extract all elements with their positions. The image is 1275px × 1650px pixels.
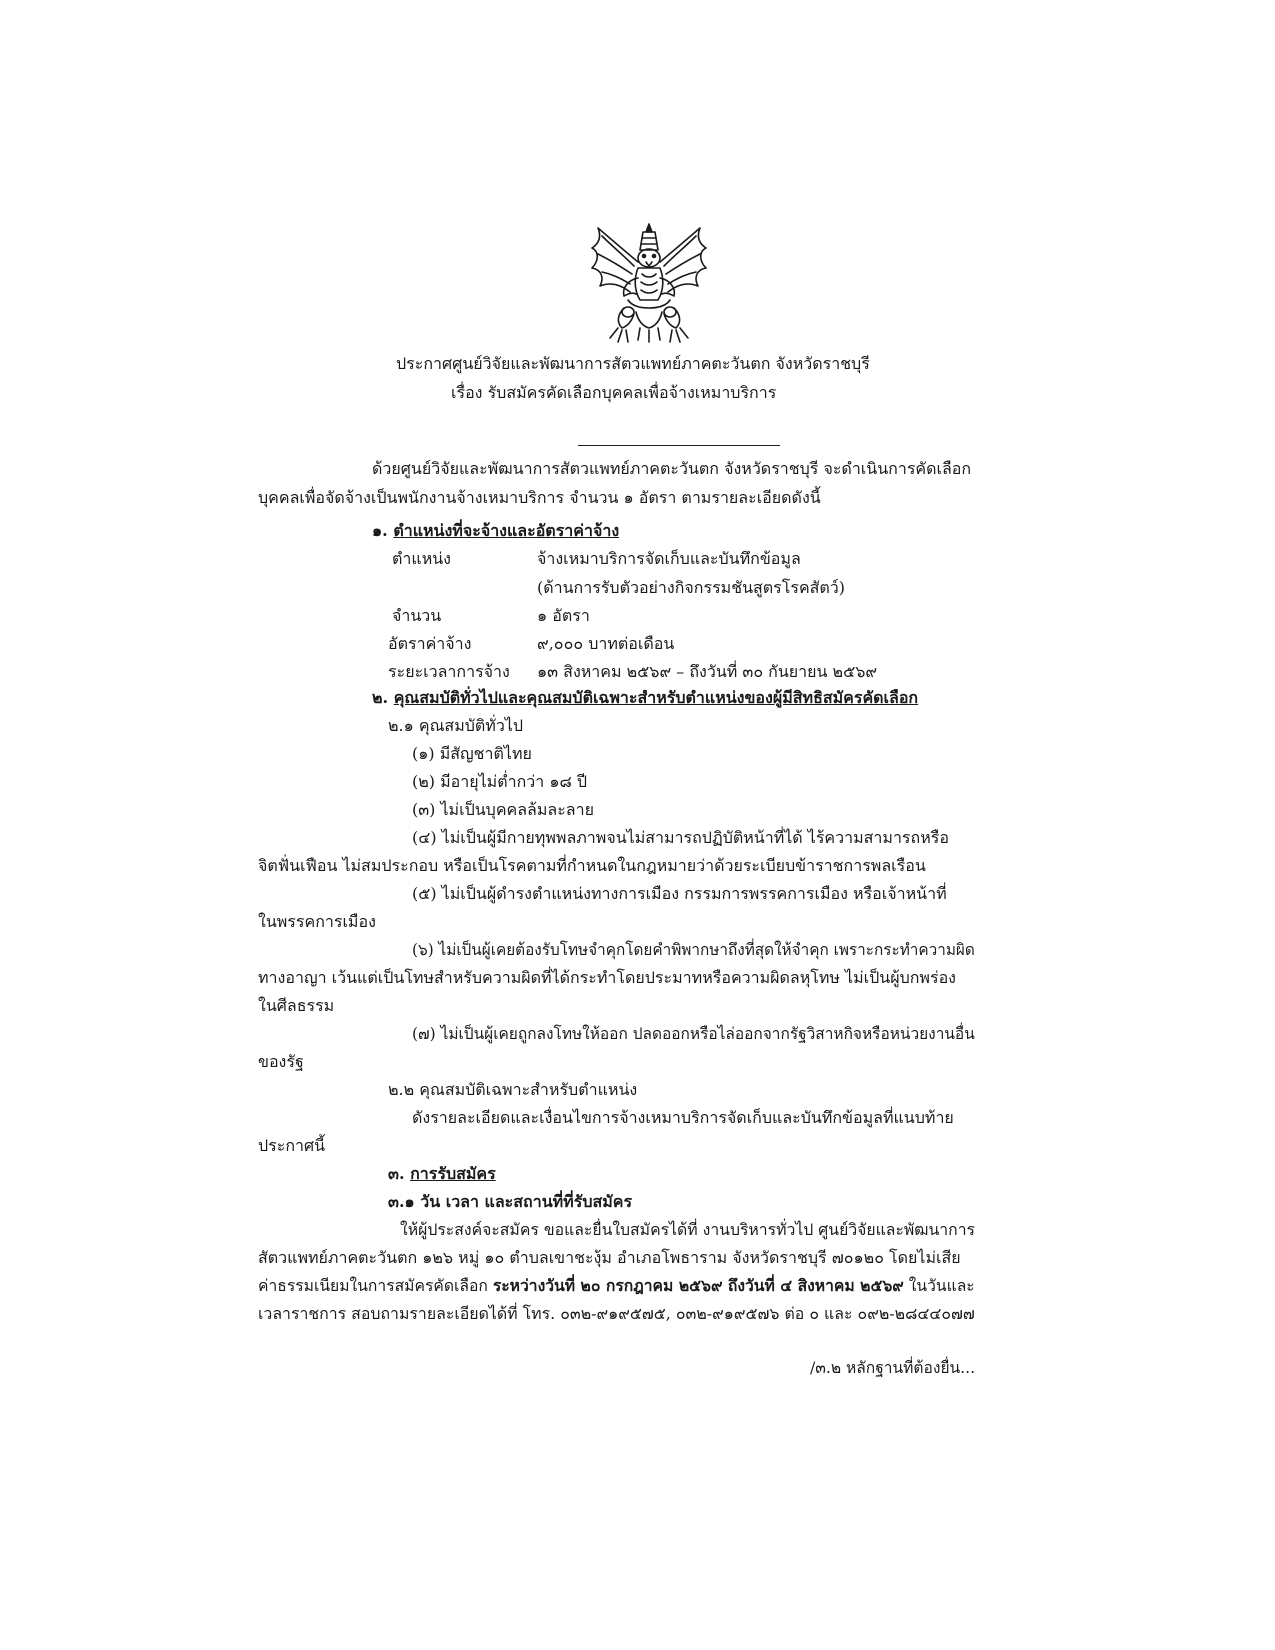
application-para-2: สัตวแพทย์ภาคตะวันตก ๑๒๖ หมู่ ๑๐ ตำบลเขาชะงุ้ม อำเภอโพธาราม จังหวัดราชบุรี ๗๐๑๒๐ โดยไม่เสีย <box>258 1248 961 1267</box>
subsection-2-2: ๒.๒ คุณสมบัติเฉพาะสำหรับตำแหน่ง <box>388 1080 638 1099</box>
duration-value: ๑๓ สิงหาคม ๒๕๖๙ – ถึงวันที่ ๓๐ กันยายน ๒๕๖๙ <box>537 662 878 681</box>
fee-text: ค่าธรรมเนียมในการสมัครคัดเลือก <box>258 1276 493 1295</box>
application-period: ระหว่างวันที่ ๒๐ กรกฎาคม ๒๕๖๙ ถึงวันที่ ๔ สิงหาคม ๒๕๖๙ <box>492 1276 904 1295</box>
section-1-heading <box>372 519 619 543</box>
duration-label: ระยะเวลาการจ้าง <box>388 662 510 681</box>
quantity-label: จำนวน <box>392 606 442 625</box>
position-value: จ้างเหมาบริการจัดเก็บและบันทึกข้อมูล <box>537 549 801 568</box>
wage-value: ๙,๐๐๐ บาทต่อเดือน <box>537 634 675 653</box>
qualification-item-5: (๕) ไม่เป็นผู้ดำรงตำแหน่งทางการเมือง กรรมการพรรคการเมือง หรือเจ้าหน้าที่ <box>412 884 947 903</box>
section-2-number: ๒. <box>372 688 389 707</box>
qualification-item-4: (๔) ไม่เป็นผู้มีกายทุพพลภาพจนไม่สามารถปฏิบัติหน้าที่ได้ ไร้ความสามารถหรือ <box>412 828 949 847</box>
qualification-item-6-cont-2: ในศีลธรรม <box>258 996 335 1015</box>
position-value-detail: (ด้านการรับตัวอย่างกิจกรรมชันสูตรโรคสัตว์) <box>537 578 846 597</box>
garuda-emblem-icon <box>588 222 710 346</box>
continued-marker: /๓.๒ หลักฐานที่ต้องยื่น... <box>810 1358 976 1377</box>
quantity-value: ๑ อัตรา <box>537 606 590 625</box>
section-1-number: ๑. <box>372 521 388 540</box>
qualification-item-2: (๒) มีอายุไม่ต่ำกว่า ๑๘ ปี <box>412 772 588 791</box>
announcement-title: ประกาศศูนย์วิจัยและพัฒนาการสัตวแพทย์ภาคตะวันตก จังหวัดราชบุรี <box>396 354 870 373</box>
qualification-item-5-cont: ในพรรคการเมือง <box>258 912 376 931</box>
intro-line-2: บุคคลเพื่อจัดจ้างเป็นพนักงานจ้างเหมาบริการ จำนวน ๑ อัตรา ตามรายละเอียดดังนี้ <box>258 488 821 507</box>
announcement-subject: เรื่อง รับสมัครคัดเลือกบุคคลเพื่อจ้างเหมาบริการ <box>451 383 777 402</box>
qualification-item-7: (๗) ไม่เป็นผู้เคยถูกลงโทษให้ออก ปลดออกหรือไล่ออกจากรัฐวิสาหกิจหรือหน่วยงานอื่น <box>412 1024 975 1043</box>
qualification-item-6: (๖) ไม่เป็นผู้เคยต้องรับโทษจำคุกโดยคำพิพากษาถึงที่สุดให้จำคุก เพราะกระทำความผิด <box>412 940 975 959</box>
intro-line-1: ด้วยศูนย์วิจัยและพัฒนาการสัตวแพทย์ภาคตะวันตก จังหวัดราชบุรี จะดำเนินการคัดเลือก <box>372 459 972 478</box>
qualification-item-1: (๑) มีสัญชาติไทย <box>412 744 532 763</box>
section-1-title: ตำแหน่งที่จะจ้างและอัตราค่าจ้าง <box>393 521 620 540</box>
section-3-number: ๓. <box>388 1164 405 1183</box>
application-para-3 <box>258 1274 975 1298</box>
position-label: ตำแหน่ง <box>392 549 451 568</box>
specific-qualification-cont: ประกาศนี้ <box>258 1136 326 1155</box>
section-2-title: คุณสมบัติทั่วไปและคุณสมบัติเฉพาะสำหรับตำแหน่งของผู้มีสิทธิสมัครคัดเลือก <box>393 688 919 707</box>
contact-phone-line: เวลาราชการ สอบถามรายละเอียดได้ที่ โทร. ๐๓๒-๙๑๙๕๗๕, ๐๓๒-๙๑๙๕๗๖ ต่อ ๐ และ ๐๙๒-๒๘๔๔๐๗๗ <box>258 1304 975 1323</box>
section-3-title: การรับสมัคร <box>410 1164 496 1183</box>
subsection-3-1: ๓.๑ วัน เวลา และสถานที่ที่รับสมัคร <box>388 1192 633 1211</box>
qualification-item-6-cont: ทางอาญา เว้นแต่เป็นโทษสำหรับความผิดที่ได้กระทำโดยประมาทหรือความผิดลหุโทษ ไม่เป็นผู้บกพร่อง <box>258 968 956 987</box>
application-para-1: ให้ผู้ประสงค์จะสมัคร ขอและยื่นใบสมัครได้ที่ งานบริหารทั่วไป ศูนย์วิจัยและพัฒนาการ <box>400 1220 976 1239</box>
qualification-item-3: (๓) ไม่เป็นบุคคลล้มละลาย <box>412 800 594 819</box>
title-divider <box>578 445 780 446</box>
wage-label: อัตราค่าจ้าง <box>388 634 472 653</box>
section-3-heading <box>388 1162 496 1186</box>
qualification-item-7-cont: ของรัฐ <box>258 1052 304 1071</box>
office-hours-text: ในวันและ <box>903 1276 975 1295</box>
subsection-2-1: ๒.๑ คุณสมบัติทั่วไป <box>388 716 524 735</box>
section-2-heading <box>372 686 918 710</box>
qualification-item-4-cont: จิตฟั่นเฟือน ไม่สมประกอบ หรือเป็นโรคตามที่กำหนดในกฎหมายว่าด้วยระเบียบข้าราชการพลเรือน <box>258 856 926 875</box>
specific-qualification-text: ดังรายละเอียดและเงื่อนไขการจ้างเหมาบริการจัดเก็บและบันทึกข้อมูลที่แนบท้าย <box>412 1108 954 1127</box>
